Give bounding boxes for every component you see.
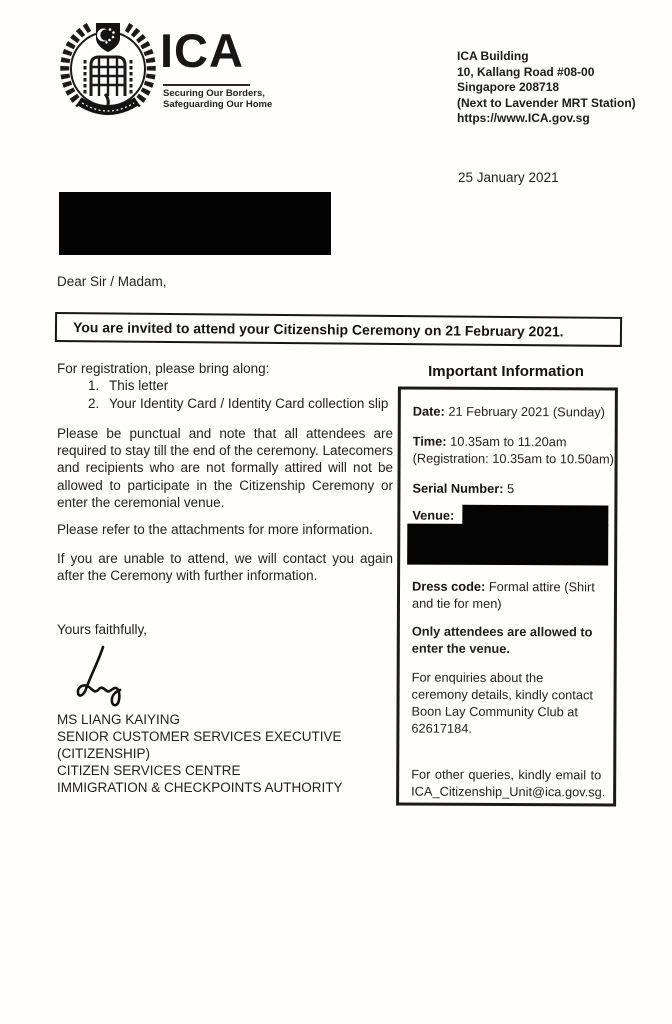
important-information-title: Important Information bbox=[428, 363, 584, 380]
tagline-line2: Safeguarding Our Home bbox=[163, 99, 273, 110]
venue-label: Venue: bbox=[412, 507, 455, 523]
venue-redaction bbox=[407, 524, 608, 566]
registration-item: 1. This letter bbox=[103, 377, 393, 394]
attendees-only-note: Only attendees are allowed to enter the venue. bbox=[411, 623, 593, 657]
signoff-organisation: IMMIGRATION & CHECKPOINTS AUTHORITY bbox=[57, 779, 343, 795]
signoff-name: MS LIANG KAIYING bbox=[57, 711, 181, 727]
address-line: Singapore 208718 bbox=[457, 80, 560, 94]
ica-emblem-logo bbox=[56, 14, 160, 126]
registration-intro: For registration, please bring along: bbox=[57, 361, 270, 376]
wordmark-divider bbox=[163, 84, 250, 86]
time-value: 10.35am to 11.20am bbox=[450, 433, 567, 450]
dress-code-row bbox=[412, 578, 602, 613]
subject-box bbox=[55, 312, 622, 347]
enquiries-note: For enquiries about the ceremony details, kindly contact Boon Lay Community Club at 62617184. bbox=[411, 669, 593, 736]
salutation: Dear Sir / Madam, bbox=[57, 274, 167, 289]
dress-code-value: Formal attire (Shirt and tie for men) bbox=[411, 578, 595, 611]
registration-list bbox=[57, 377, 393, 412]
registration-time: (Registration: 10.35am to 10.50am) bbox=[412, 450, 614, 467]
closing-phrase: Yours faithfully, bbox=[57, 622, 148, 638]
ceremony-date-row bbox=[413, 403, 603, 421]
address-line: (Next to Lavender MRT Station) bbox=[457, 95, 636, 110]
date-label: Date: bbox=[412, 403, 445, 419]
tagline-line1: Securing Our Borders, bbox=[163, 88, 265, 99]
recipient-address-redaction bbox=[59, 192, 331, 255]
important-information-box bbox=[396, 387, 618, 807]
letter-date: 25 January 2021 bbox=[458, 170, 559, 185]
handwritten-signature bbox=[63, 643, 173, 709]
ica-tagline bbox=[163, 88, 272, 110]
sender-address-block bbox=[457, 49, 636, 127]
venue-row bbox=[412, 507, 602, 565]
letter-body bbox=[57, 360, 393, 796]
ceremony-time-row bbox=[412, 433, 614, 468]
venue-redaction bbox=[462, 505, 608, 526]
signoff-department: CITIZEN SERVICES CENTRE bbox=[57, 762, 241, 778]
signoff-title: (CITIZENSHIP) bbox=[57, 745, 150, 761]
signoff-title: SENIOR CUSTOMER SERVICES EXECUTIVE bbox=[57, 728, 342, 744]
ica-wordmark: ICA bbox=[160, 24, 244, 77]
other-queries-note: For other queries, kindly email to ICA_Citizenship_Unit@ica.gov.sg. bbox=[411, 766, 606, 800]
address-line: ICA Building bbox=[457, 49, 529, 63]
registration-item: 2. Your Identity Card / Identity Card collection slip bbox=[103, 395, 393, 412]
paragraph-unable-to-attend: If you are unable to attend, we will contact you again after the Ceremony with further information. bbox=[57, 550, 393, 583]
paragraph-attachments: Please refer to the attachments for more information. bbox=[57, 522, 373, 538]
serial-value: 5 bbox=[507, 480, 515, 497]
serial-number-row bbox=[412, 480, 602, 498]
date-value: 21 February 2021 (Sunday) bbox=[448, 403, 605, 420]
signoff-block bbox=[57, 711, 393, 796]
serial-label: Serial Number: bbox=[412, 480, 504, 496]
dress-code-label: Dress code: bbox=[412, 578, 486, 594]
address-line: 10, Kallang Road #08-00 bbox=[457, 64, 595, 79]
subject-text: You are invited to attend your Citizenship Ceremony on 21 February 2021. bbox=[72, 319, 564, 340]
paragraph-punctuality: Please be punctual and note that all attendees are required to stay till the end of the ceremony. Latecomers and recipients who are not formally attired will not be allowed to participate in the Citizenship Ceremony or enter the ceremonial venue. bbox=[57, 425, 393, 511]
address-url: https://www.ICA.gov.sg bbox=[457, 111, 590, 125]
time-label: Time: bbox=[412, 433, 447, 449]
